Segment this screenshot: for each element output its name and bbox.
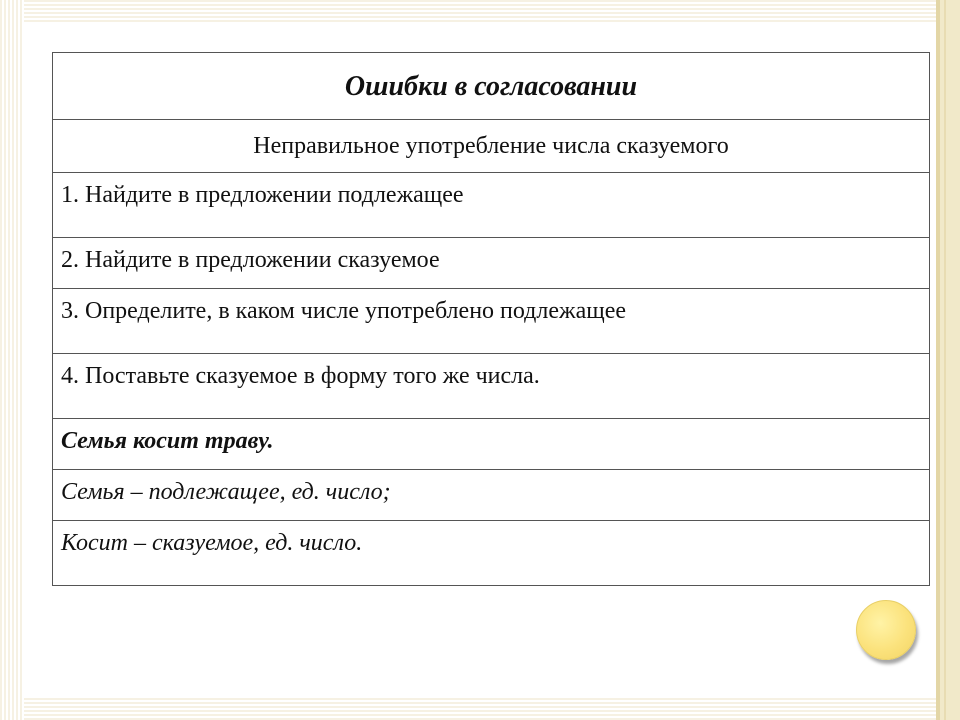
step-1: 1. Найдите в предложении подлежащее <box>53 173 930 238</box>
table-title: Ошибки в согласовании <box>53 53 930 120</box>
step-3: 3. Определите, в каком числе употреблено подлежащее <box>53 289 930 354</box>
analysis-predicate: Косит – сказуемое, ед. число. <box>53 521 930 586</box>
slide-border-left <box>0 0 24 720</box>
table-row <box>53 521 930 586</box>
table-row <box>53 173 930 238</box>
slide-border-top <box>0 0 960 22</box>
table-subtitle-row <box>53 120 930 173</box>
table-row <box>53 419 930 470</box>
rules-table <box>52 52 930 586</box>
decorative-circle-icon <box>856 600 916 660</box>
table-row <box>53 289 930 354</box>
table-row <box>53 354 930 419</box>
step-4: 4. Поставьте сказуемое в форму того же числа. <box>53 354 930 419</box>
table-subtitle: Неправильное употребление числа сказуемого <box>53 120 930 173</box>
analysis-subject: Семья – подлежащее, ед. число; <box>53 470 930 521</box>
slide-border-right <box>936 0 960 720</box>
table-row <box>53 470 930 521</box>
table-title-row <box>53 53 930 120</box>
step-2: 2. Найдите в предложении сказуемое <box>53 238 930 289</box>
table-row <box>53 238 930 289</box>
slide-border-bottom <box>0 698 960 720</box>
example-sentence: Семья косит траву. <box>53 419 930 470</box>
